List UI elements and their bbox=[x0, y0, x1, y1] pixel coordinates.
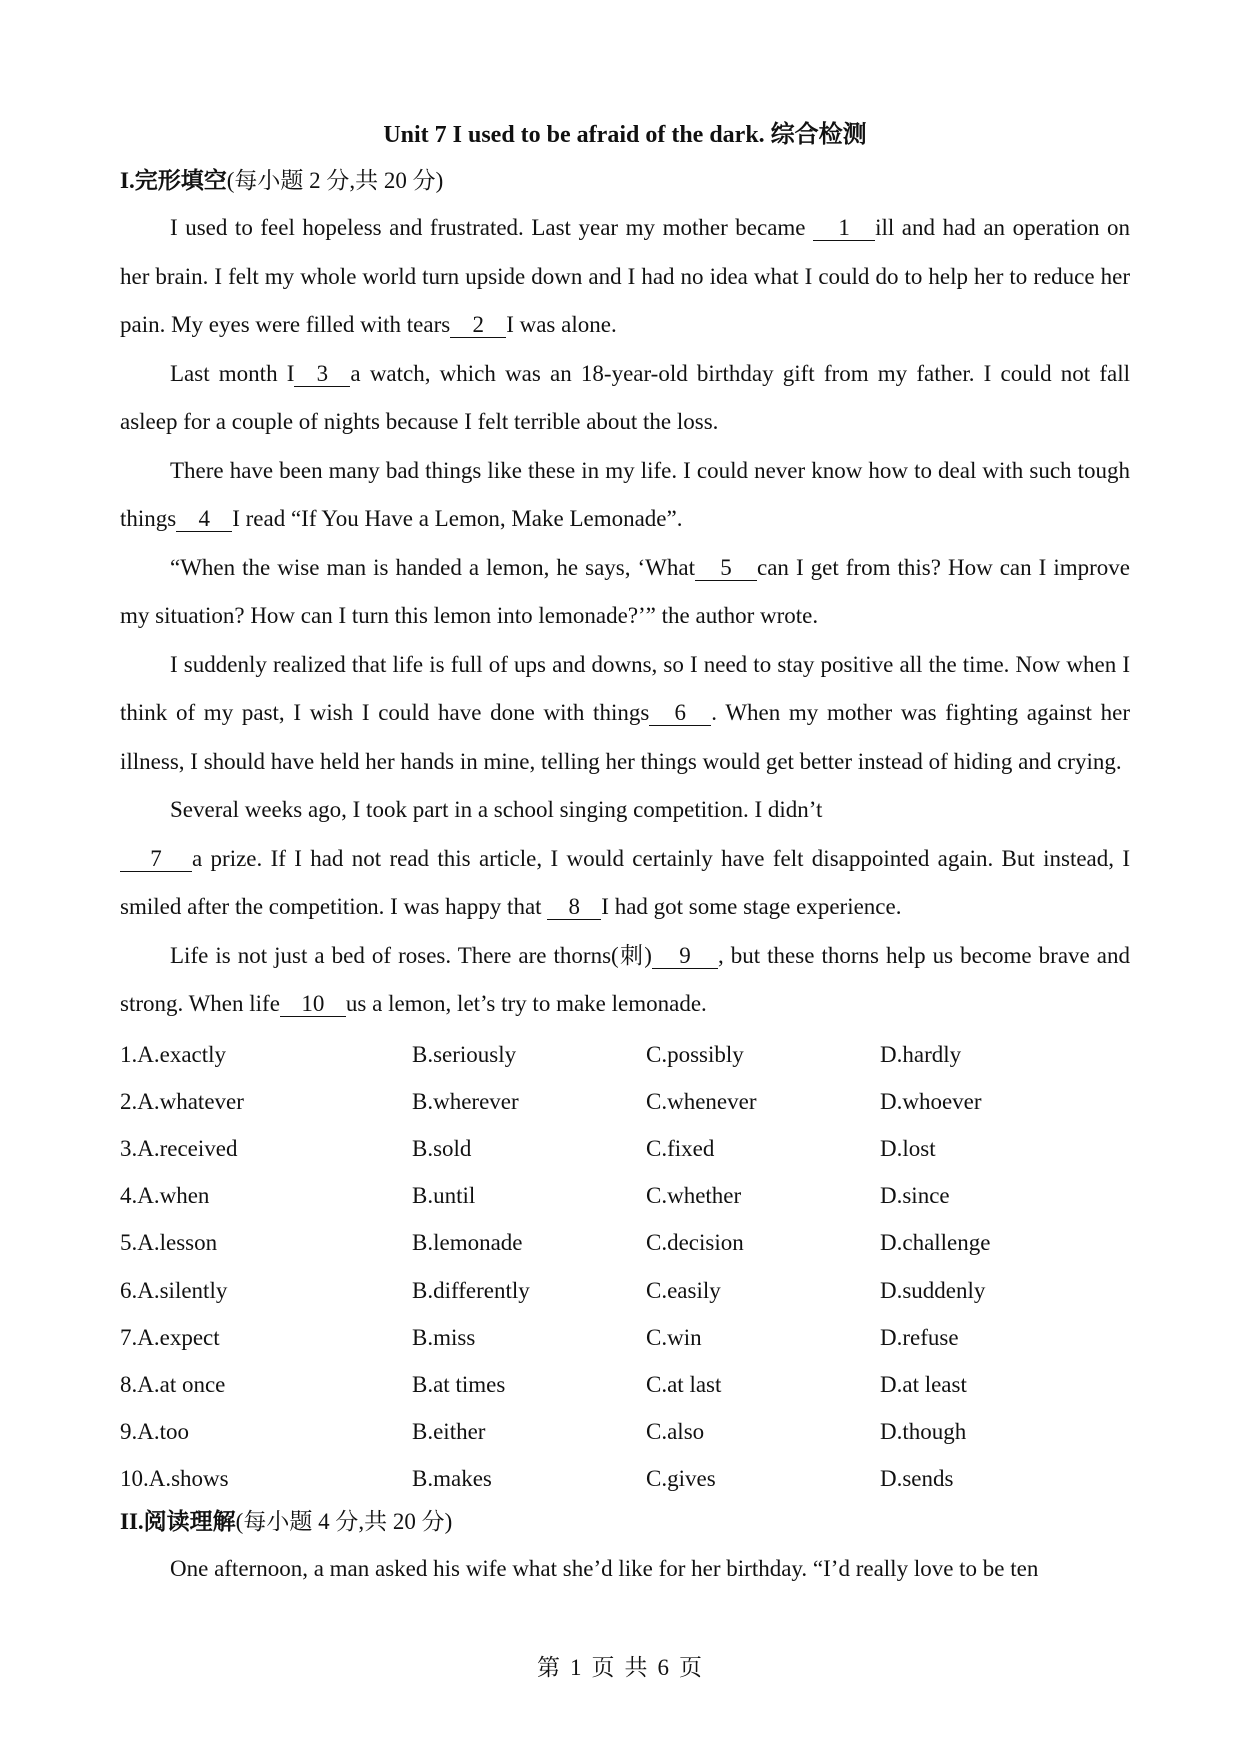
option-d: D.since bbox=[880, 1183, 950, 1209]
option-a: 10.A.shows bbox=[120, 1466, 229, 1492]
option-c: C.win bbox=[646, 1324, 702, 1350]
text-run: , but these thorns help us become brave and strong. When life bbox=[120, 942, 1130, 1016]
option-a: 5.A.lesson bbox=[120, 1230, 218, 1256]
option-b: B.until bbox=[412, 1183, 476, 1209]
page-footer bbox=[0, 1653, 1241, 1683]
option-d: D.at least bbox=[880, 1371, 967, 1397]
option-row bbox=[120, 1078, 1130, 1125]
option-row bbox=[120, 1314, 1130, 1361]
section-2-heading bbox=[120, 1503, 1130, 1541]
option-c: C.also bbox=[646, 1419, 705, 1445]
footer-page-number: 1 bbox=[570, 1655, 584, 1680]
option-d: D.hardly bbox=[880, 1041, 962, 1067]
reading-paragraph-1 bbox=[120, 1545, 1130, 1594]
passage-paragraph-5 bbox=[120, 641, 1130, 787]
blank-6: 6 bbox=[649, 701, 711, 726]
text-run: ill and had an operation on her brain. I felt my whole world turn upside down and I had no idea what I could do to help her to reduce her pain. My eyes were filled with tears bbox=[120, 215, 1131, 337]
blank-7: 7 bbox=[120, 847, 192, 872]
footer-gong: 共 bbox=[624, 1655, 650, 1680]
text-run: Last month I bbox=[170, 360, 295, 386]
option-d: D.challenge bbox=[880, 1230, 991, 1256]
option-row bbox=[120, 1031, 1130, 1078]
option-c: C.gives bbox=[646, 1466, 716, 1492]
text-run: a prize. If I had not read this article, I would certainly have felt disappointed again. But instead, I smiled after the competition. I was happy that bbox=[120, 845, 1130, 919]
option-b: B.at times bbox=[412, 1371, 506, 1397]
option-d: D.suddenly bbox=[880, 1277, 986, 1303]
passage-paragraph-2 bbox=[120, 350, 1130, 447]
option-row bbox=[120, 1361, 1130, 1408]
blank-5: 5 bbox=[695, 556, 757, 581]
text-run: Several weeks ago, I took part in a school singing competition. I didn’t bbox=[170, 797, 823, 822]
option-row bbox=[120, 1267, 1130, 1314]
option-b: B.sold bbox=[412, 1135, 472, 1161]
text-run: I had got some stage experience. bbox=[601, 894, 902, 919]
section-1-heading bbox=[120, 162, 1130, 200]
blank-3: 3 bbox=[294, 362, 350, 387]
footer-total-pages: 6 bbox=[657, 1655, 671, 1680]
option-c: C.at last bbox=[646, 1371, 722, 1397]
option-d: D.refuse bbox=[880, 1324, 959, 1350]
blank-4: 4 bbox=[176, 507, 232, 532]
text-run: I was alone. bbox=[506, 312, 617, 337]
option-d: D.lost bbox=[880, 1135, 936, 1161]
passage-paragraph-6 bbox=[120, 786, 1130, 835]
text-run: “When the wise man is handed a lemon, he says, ‘What bbox=[170, 554, 695, 580]
section-2-scoring: (每小题 4 分,共 20 分) bbox=[235, 1508, 453, 1534]
blank-1: 1 bbox=[813, 216, 875, 241]
text-run: can I get from this? How can I improve my situation? How can I turn this lemon into lemonade?’” the author wrote. bbox=[120, 554, 1130, 628]
section-1-scoring: (每小题 2 分,共 20 分) bbox=[226, 168, 444, 193]
page-title: Unit 7 I used to be afraid of the dark. 综合检测 bbox=[383, 122, 867, 148]
option-c: C.easily bbox=[646, 1277, 721, 1303]
option-row bbox=[120, 1408, 1130, 1455]
text-run: I used to feel hopeless and frustrated. Last year my mother became bbox=[170, 215, 814, 240]
option-b: B.differently bbox=[412, 1277, 530, 1303]
option-d: D.sends bbox=[880, 1466, 954, 1492]
section-2-title: II.阅读理解 bbox=[120, 1508, 236, 1534]
answer-options bbox=[120, 1031, 1130, 1503]
blank-9: 9 bbox=[652, 944, 718, 969]
text-run: There have been many bad things like these in my life. I could never know how to deal with such tough things bbox=[120, 457, 1130, 531]
section-1-title: I.完形填空 bbox=[120, 168, 227, 193]
passage-paragraph-1 bbox=[120, 204, 1130, 350]
option-row bbox=[120, 1455, 1130, 1502]
option-c: C.whether bbox=[646, 1183, 742, 1209]
text-run: a watch, which was an 18-year-old birthday gift from my father. I could not fall asleep for a couple of nights because I felt terrible about the loss. bbox=[120, 360, 1130, 434]
option-d: D.whoever bbox=[880, 1088, 982, 1114]
option-row bbox=[120, 1172, 1130, 1219]
blank-10: 10 bbox=[280, 992, 346, 1017]
text-run: I read “If You Have a Lemon, Make Lemonade”. bbox=[232, 506, 683, 531]
option-c: C.possibly bbox=[646, 1041, 744, 1067]
option-b: B.either bbox=[412, 1419, 486, 1445]
text-run: us a lemon, let’s try to make lemonade. bbox=[345, 991, 707, 1016]
footer-ye: 页 bbox=[679, 1655, 704, 1680]
footer-ye: 页 bbox=[591, 1655, 617, 1680]
blank-2: 2 bbox=[450, 313, 506, 338]
text-run: . When my mother was fighting against her illness, I should have held her hands in mine, telling her things would get better instead of hiding and crying. bbox=[120, 700, 1131, 774]
option-c: C.fixed bbox=[646, 1135, 715, 1161]
text-run: I suddenly realized that life is full of ups and downs, so I need to stay positive all the time. Now when I think of my past, I wish I could have done with things bbox=[120, 651, 1130, 725]
passage-paragraph-4 bbox=[120, 544, 1130, 641]
option-b: B.seriously bbox=[412, 1041, 517, 1067]
option-row bbox=[120, 1219, 1130, 1266]
exam-page bbox=[120, 118, 1130, 1593]
option-b: B.lemonade bbox=[412, 1230, 523, 1256]
option-b: B.makes bbox=[412, 1466, 492, 1492]
option-b: B.miss bbox=[412, 1324, 476, 1350]
option-a: 4.A.when bbox=[120, 1183, 210, 1209]
option-a: 3.A.received bbox=[120, 1135, 238, 1161]
option-a: 1.A.exactly bbox=[120, 1041, 227, 1067]
text-run: Life is not just a bed of roses. There are thorns(刺) bbox=[170, 942, 652, 968]
footer-di: 第 bbox=[537, 1655, 562, 1680]
option-b: B.wherever bbox=[412, 1088, 519, 1114]
option-c: C.whenever bbox=[646, 1088, 757, 1114]
option-a: 8.A.at once bbox=[120, 1371, 226, 1397]
option-a: 2.A.whatever bbox=[120, 1088, 244, 1114]
passage-paragraph-3 bbox=[120, 447, 1130, 544]
option-a: 6.A.silently bbox=[120, 1277, 228, 1303]
passage-paragraph-8 bbox=[120, 932, 1130, 1029]
passage-paragraph-7 bbox=[120, 835, 1130, 932]
option-c: C.decision bbox=[646, 1230, 744, 1256]
option-d: D.though bbox=[880, 1419, 967, 1445]
blank-8: 8 bbox=[547, 895, 601, 920]
option-a: 9.A.too bbox=[120, 1419, 189, 1445]
text-run: One afternoon, a man asked his wife what she’d like for her birthday. “I’d really love to be ten bbox=[170, 1555, 1039, 1581]
option-row bbox=[120, 1125, 1130, 1172]
option-a: 7.A.expect bbox=[120, 1324, 220, 1350]
